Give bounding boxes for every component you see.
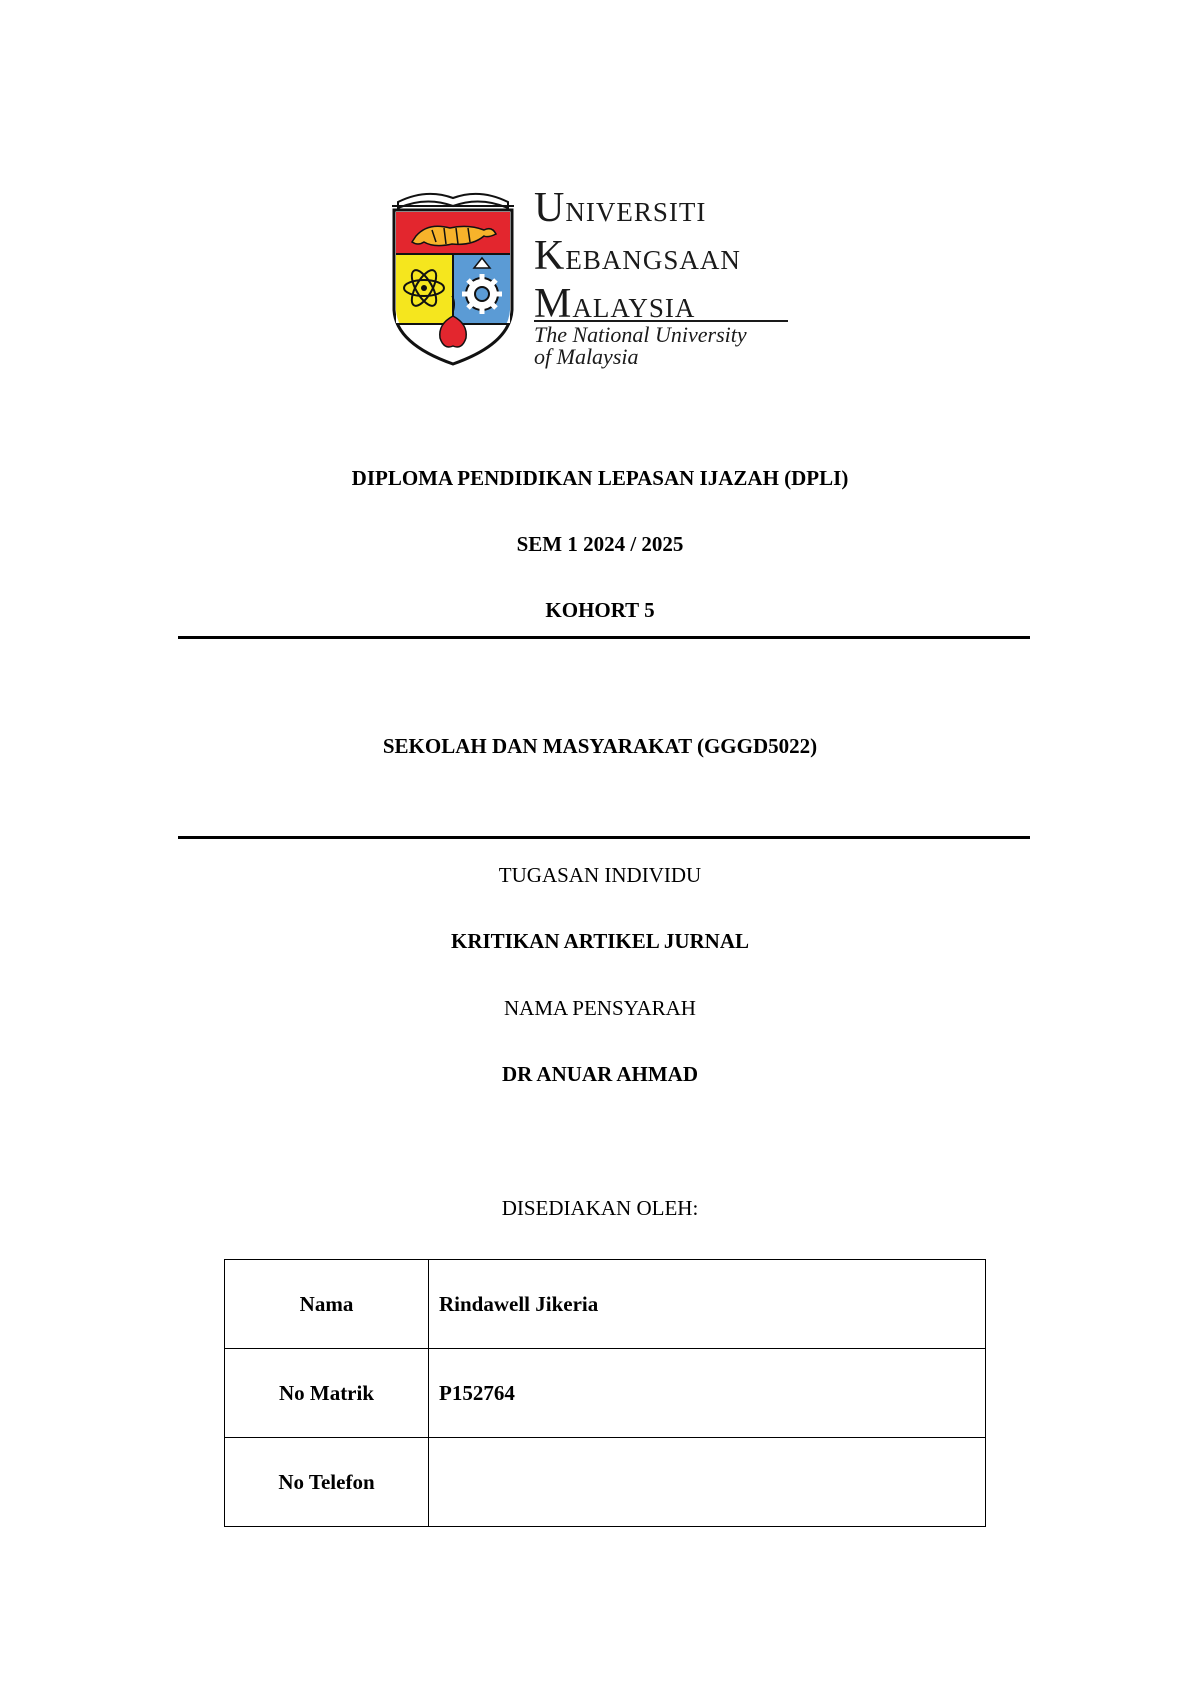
assignment-title: KRITIKAN ARTIKEL JURNAL [451,929,749,953]
wordmark-line-3: MALAYSIA [534,281,696,327]
matric-value: P152764 [429,1349,986,1438]
table-row [225,1260,986,1349]
semester-line: SEM 1 2024 / 2025 [516,532,684,556]
wordmark-tagline-1: The National University [534,322,747,347]
course-title: SEKOLAH DAN MASYARAKAT (GGGD5022) [382,734,818,758]
divider-bottom [178,836,1030,839]
table-row [225,1438,986,1527]
name-value: Rindawell Jikeria [429,1260,986,1349]
table-row [225,1349,986,1438]
student-details-table [224,1259,986,1527]
wordmark-line-1: UNIVERSITI [534,185,707,231]
phone-value [429,1438,986,1527]
university-logo [388,184,788,370]
name-label: Nama [225,1260,429,1349]
university-crest-icon [388,184,518,370]
university-wordmark [534,184,788,370]
prepared-by-label: DISEDIAKAN OLEH: [501,1196,699,1220]
divider-top [178,636,1030,639]
wordmark-line-2: KEBANGSAAN [534,233,741,279]
lecturer-label: NAMA PENSYARAH [504,996,696,1020]
phone-label: No Telefon [225,1438,429,1527]
programme-title: DIPLOMA PENDIDIKAN LEPASAN IJAZAH (DPLI) [351,466,849,490]
cohort-line: KOHORT 5 [545,598,655,622]
lecturer-name: DR ANUAR AHMAD [502,1062,698,1086]
wordmark-tagline-2: of Malaysia [534,344,639,369]
assignment-type: TUGASAN INDIVIDU [498,863,702,887]
matric-label: No Matrik [225,1349,429,1438]
